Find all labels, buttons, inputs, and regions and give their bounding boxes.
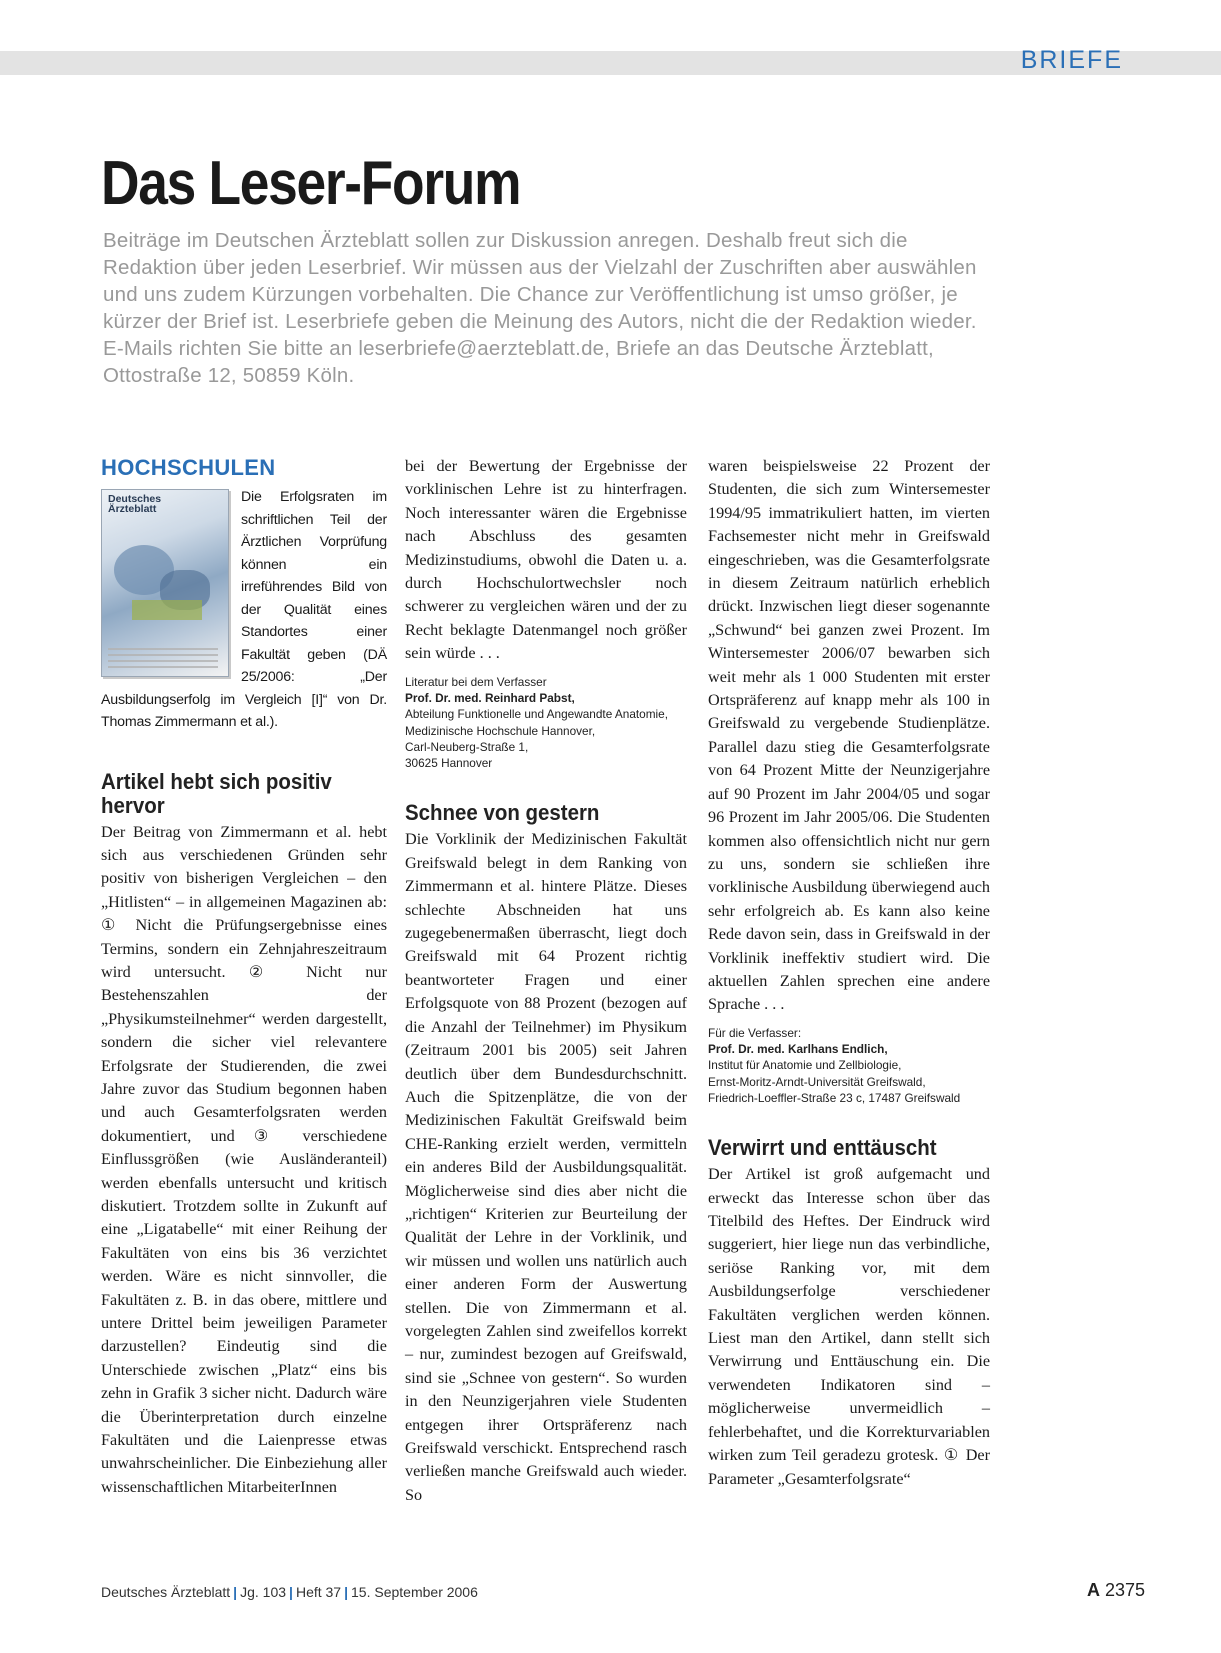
volume: Jg. 103 (240, 1584, 287, 1600)
column-1 (101, 455, 387, 1499)
magazine-cover-image (101, 489, 229, 677)
author-affiliation: Institut für Anatomie und Zellbiologie, (708, 1058, 902, 1073)
article-body-1: Der Beitrag von Zimmermann et al. hebt sich aus verschiedenen Gründen sehr positiv von bisherigen Vergleichen – den „Hitlisten“ – in allgemeinen Magazinen ab: ① Nicht die Prüfungsergebnisse eines Termins, sondern ein Zehnjahreszeitraum wird untersucht. ② Nicht nur Bestehenszahlen der „Physikumsteilnehmer“ werden dargestellt, sondern die sicher viel relevantere Erfolgsrate der Studierenden, die zwei Jahre zuvor das Studium begonnen haben und auch Gesamterfolgsraten werden dokumentiert, und ③ verschiedene Einflussgrößen (wie Ausländeranteil) werden ebenfalls untersucht und kritisch diskutiert. Trotzdem sollte in Zukunft auf eine „Ligatabelle“ mit einer Reihung der Fakultäten von eins bis 36 verzichtet werden. Wäre es nicht sinnvoller, die Fakultäten z. B. in das obere, mittlere und untere Drittel beim jeweiligen Parameter darzustellen? Eindeutig sind die Unterschiede zwischen „Platz“ eins bis zehn in Grafik 3 sicher nicht. Dadurch wäre die Überinterpretation durch einzelne Fakultäten und die Laienpresse etwas unwahrscheinlicher. Die Einbeziehung aller wissenschaftlichen MitarbeiterInnen (101, 822, 387, 1496)
issue: Heft 37 (295, 1584, 342, 1600)
article-body-2-continued: waren beispielsweise 22 Prozent der Studenten, die sich zum Wintersemester 1994/95 immatrikuliert hatten, im vierten Fachsemester nicht mehr in Greifswald eingeschrieben, was die Gesamterfolgsrate in diesem Zeitraum natürlich erheblich drückt. Inzwischen liegt dieser sogenannte „Schwund“ bei ganzen zwei Prozent. Im Wintersemester 2006/07 bewarben sich weit mehr als 1 000 Studenten mit erster Ortspräferenz auf knapp mehr als 100 in Greifswald zu vergebende Studienplätze. Parallel dazu stieg die Gesamterfolgsrate von 64 Prozent Mitte der Neunzigerjahre auf 90 Prozent im Jahr 2004/05 und sogar 96 Prozent im Jahr 2005/06. Die Studenten kommen also offensichtlich nicht nur gern zu uns, sondern sie schließen ihre vorklinische Ausbildung überwiegend auch sehr erfolgreich ab. Es kann also keine Rede davon sein, dass in Greifswald in der Vorklinik ineffektiv studiert wird. Die aktuellen Zahlen sprechen eine andere Sprache . . . (708, 457, 990, 1014)
article-body-1-continued: bei der Bewertung der Ergebnisse der vorklinischen Lehre ist zu hinterfragen. Noch interessanter wären die Ergebnisse nach Abschluss des gesamten Medizinstudiums, obwohl die Daten u. a. durch Hochschulortwechsler noch schwerer zu vergleichen wären und der zu Recht beklagte Datenmangel noch größer sein würde . . . (405, 457, 687, 663)
article-heading-3: Verwirrt und enttäuscht (708, 1135, 937, 1161)
page-number-value: 2375 (1104, 1580, 1145, 1600)
signature-note: Für die Verfasser: (708, 1025, 802, 1040)
author-affiliation: Ernst-Moritz-Arndt-Universität Greifswald, (708, 1074, 926, 1089)
author-address: Friedrich-Loeffler-Straße 23 c, 17487 Greifswald (708, 1090, 961, 1105)
article-heading-2: Schnee von gestern (405, 800, 600, 826)
author-address: 30625 Hannover (405, 756, 493, 771)
column-3 (708, 455, 990, 1491)
author-address: Carl-Neuberg-Straße 1, (405, 739, 529, 754)
page-number (1087, 1580, 1145, 1601)
column-2 (405, 455, 687, 1507)
journal-name: Deutsches Ärzteblatt (101, 1584, 231, 1600)
author-name: Prof. Dr. med. Karlhans Endlich, (708, 1042, 888, 1057)
author-affiliation: Medizinische Hochschule Hannover, (405, 723, 596, 738)
intro-text: Beiträge im Deutschen Ärzteblatt sollen zur Diskussion anregen. Deshalb freut sich die Redaktion über jeden Leserbrief. Wir müssen aus der Vielzahl der Zuschriften aber auswählen und uns zudem Kürzungen vorbehalten. Die Chance zur Veröffentlichung ist umso größer, je kürzer der Brief ist. Leserbriefe geben die Meinung des Autors, nicht die der Redaktion wieder. E-Mails richten Sie bitte an leserbriefe@aerzteblatt.de, Briefe an das Deutsche Ärzteblatt, Ottostraße 12, 50859 Köln. (103, 229, 977, 387)
lead-text: Die Erfolgsraten im schriftlichen Teil der Ärztlichen Vorprüfung können ein irreführendes Bild von der Qualität eines Standortes einer Fakultät geben (DÄ 25/2006: „Der Ausbildungserfolg im Vergleich [I]“ von Dr. Thomas Zimmermann et al.). (101, 489, 387, 730)
author-affiliation: Abteilung Funktionelle und Angewandte Anatomie, (405, 707, 668, 722)
cover-masthead: Deutsches Ärzteblatt (108, 493, 162, 515)
article-heading-1: Artikel hebt sich positiv hervor (101, 768, 332, 818)
author-signature-2 (708, 1025, 990, 1106)
footer-citation: Deutsches Ärzteblatt | Jg. 103 | Heft 37 | 15. September 2006 (101, 1584, 478, 1600)
signature-note: Literatur bei dem Verfasser (405, 674, 547, 689)
page-prefix: A (1086, 1580, 1100, 1600)
section-heading: HOCHSCHULEN (101, 455, 276, 480)
article-body-2: Die Vorklinik der Medizinischen Fakultät Greifswald belegt in dem Ranking von Zimmermann et al. hintere Plätze. Dieses schlechte Abschneiden hat uns zugegebenermaßen überrascht, liegt doch Greifswald mit 64 Prozent richtig beantworteter Fragen und einer Erfolgsquote von 88 Prozent (bezogen auf die Anzahl der Teilnehmer) im Physikum (Zeitraum 2001 bis 2005) seit Jahren deutlich über dem Bundesdurchschnitt. Auch die Spitzenplätze, die von der Medizinischen Fakultät Greifswald beim CHE-Ranking erzielt werden, vermitteln ein anderes Bild der Ausbildungsqualität. Möglicherweise sind dies aber nicht die „richtigen“ Kriterien zur Beurteilung der Qualität der Lehre in der Vorklinik, und wir müssen und wollen uns natürlich auch einer anderen Form der Auswertung stellen. Die von Zimmermann et al. vorgelegten Zahlen sind zweifellos korrekt – nur, zumindest bezogen auf Greifswald, sind sie „Schnee von gestern“. So wurden in den Neunzigerjahren viele Studenten entgegen ihrer Ortspräferenz nach Greifswald verschickt. Entsprechend rasch verließen manche Greifswald auch wieder. So (405, 830, 687, 1504)
issue-date: 15. September 2006 (351, 1584, 478, 1600)
article-body-3: Der Artikel ist groß aufgemacht und erweckt das Interesse schon über das Titelbild des Heftes. Der Eindruck wird suggeriert, hier liege nun das verbindliche, seriöse Ranking vor, mit dem Ausbildungserfolge verschiedener Fakultäten verglichen werden können. Liest man den Artikel, dann stellt sich Verwirrung und Enttäuschung ein. Die verwendeten Indikatoren sind – möglicherweise unvermeidlich – fehlerbehaftet, und die Korrekturvariablen wirken zum Teil geradezu grotesk. ① Der Parameter „Gesamterfolgsrate“ (708, 1165, 990, 1488)
page-title: Das Leser-Forum (101, 149, 521, 218)
author-signature-1 (405, 674, 687, 772)
section-label: BRIEFE (1020, 46, 1123, 74)
author-name: Prof. Dr. med. Reinhard Pabst, (405, 690, 575, 705)
